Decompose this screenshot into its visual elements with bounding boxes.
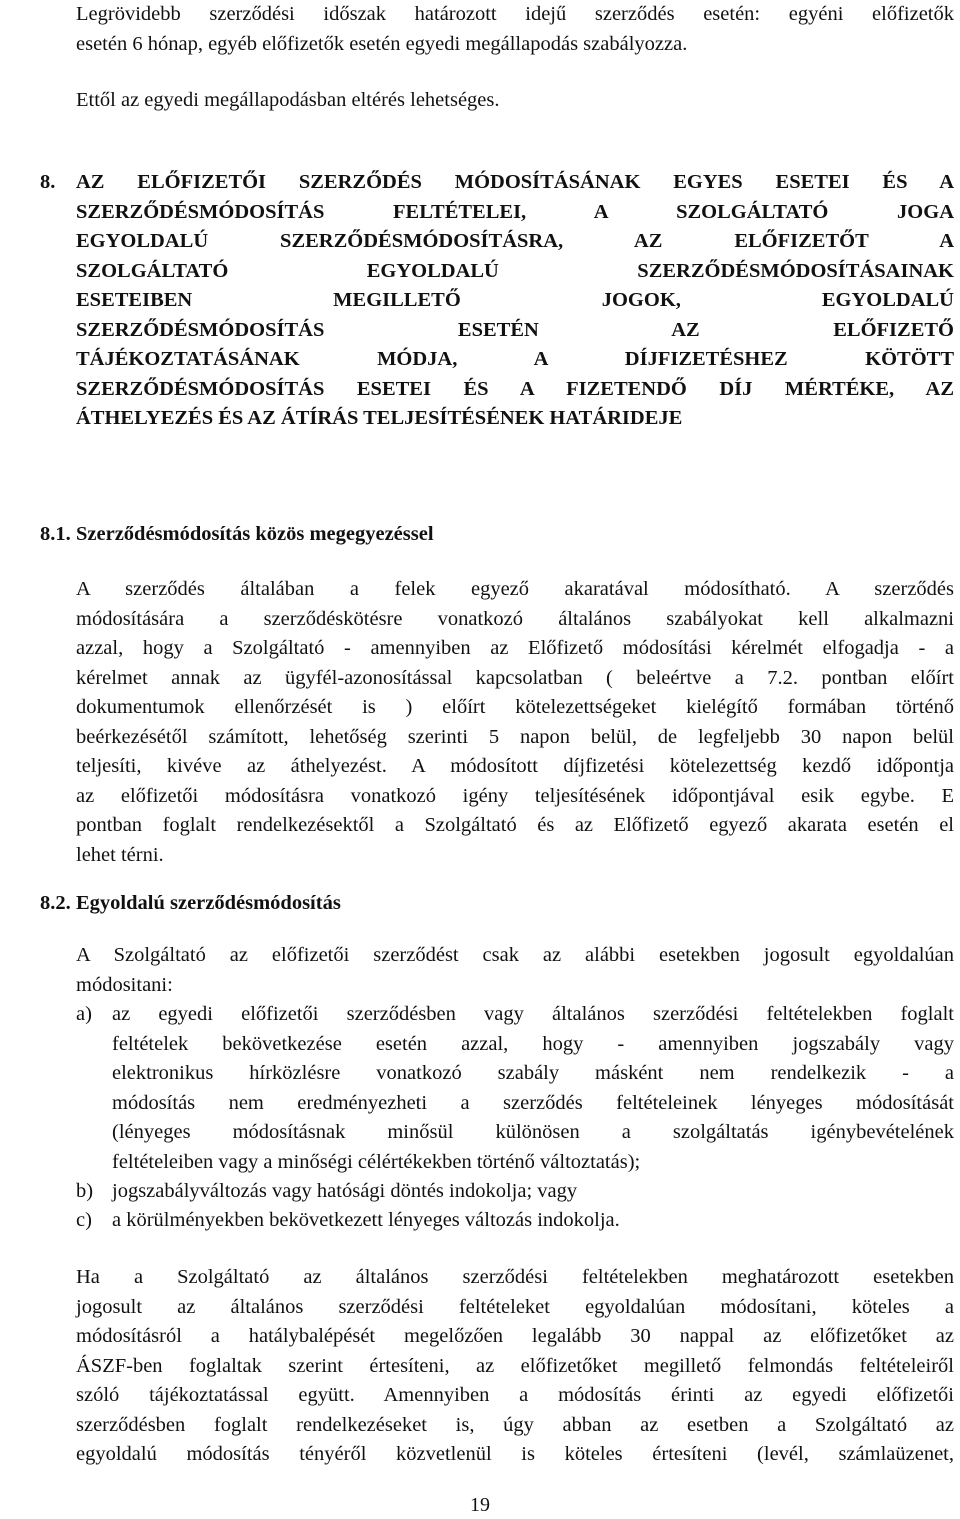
paragraph-line: Ha a Szolgáltató az általános szerződési feltételekben meghatározott esetekben	[76, 1266, 954, 1288]
heading-line: SZERZŐDÉSMÓDOSÍTÁS FELTÉTELEI, A SZOLGÁLTATÓ JOGA	[76, 200, 954, 223]
heading-line: TÁJÉKOZTATÁSÁNAK MÓDJA, A DÍJFIZETÉSHEZ KÖTÖTT	[76, 348, 954, 370]
paragraph-line: pontban foglalt rendelkezésektől a Szolgáltató és az Előfizető egyező akarata esetén el	[76, 814, 954, 836]
paragraph-line: módosításról a hatálybalépését megelőzően legalább 30 nappal az előfizetőket az	[76, 1325, 954, 1347]
closing-paragraph	[76, 1263, 954, 1470]
subsection-number: 8.2.	[40, 892, 71, 914]
heading-line: SZERZŐDÉSMÓDOSÍTÁS ESETÉN AZ ELŐFIZETŐ	[76, 318, 954, 341]
list-marker: c)	[76, 1209, 92, 1231]
paragraph-line: lehet térni.	[76, 843, 164, 866]
list-marker: b)	[76, 1180, 94, 1202]
paragraph-line: dokumentumok ellenőrzését is ) előírt kötelezettségeket kielégítő formában történő	[76, 696, 954, 718]
list-line: a körülményekben bekövetkezett lényeges változás indokolja.	[112, 1209, 620, 1231]
list-line: az egyedi előfizetői szerződésben vagy általános szerződési feltételekben foglalt	[112, 1003, 954, 1025]
subsection-number: 8.1.	[40, 523, 71, 545]
list-item	[112, 1206, 954, 1236]
list-item	[112, 1000, 954, 1177]
intro-paragraph	[76, 0, 954, 59]
intro-line: esetén 6 hónap, egyéb előfizetők esetén egyedi megállapodás szabályozza.	[76, 32, 688, 55]
section-number: 8.	[40, 171, 56, 193]
subsection-paragraph	[76, 575, 954, 870]
deviation-line: Ettől az egyedi megállapodásban eltérés lehetséges.	[76, 89, 500, 111]
paragraph-line: szóló tájékoztatással együtt. Amennyiben a módosítás érinti az egyedi előfizetői	[76, 1384, 954, 1406]
list-line: feltételeiben vagy a minőségi célértékekben történő változtatás);	[112, 1150, 641, 1173]
heading-line: ESETEIBEN MEGILLETŐ JOGOK, EGYOLDALÚ	[76, 289, 954, 311]
paragraph-line: beérkezésétől számított, lehetőség szerinti 5 napon belül, de legfeljebb 30 napon belül	[76, 725, 954, 748]
heading-line: AZ ELŐFIZETŐI SZERZŐDÉS MÓDOSÍTÁSÁNAK EGYES ESETEI ÉS A	[76, 171, 954, 193]
list-line: feltételek bekövetkezése esetén azzal, hogy - amennyiben jogszabály vagy	[112, 1032, 954, 1055]
list-line: jogszabályváltozás vagy hatósági döntés indokolja; vagy	[112, 1180, 578, 1202]
paragraph-line: kérelmet annak az ügyfél-azonosítással kapcsolatban ( beleértve a 7.2. pontban előírt	[76, 666, 954, 689]
deviation-paragraph	[76, 86, 954, 116]
paragraph-line: módosítására a szerződéskötésre vonatkozó általános szabályokat kell alkalmazni	[76, 607, 954, 630]
list-line: (lényeges módosításnak minősül különösen a szolgáltatás igénybevételének	[112, 1121, 954, 1143]
section-heading	[76, 168, 954, 434]
heading-line: SZERZŐDÉSMÓDOSÍTÁS ESETEI ÉS A FIZETENDŐ DÍJ MÉRTÉKE, AZ	[76, 377, 954, 400]
subsection-title: Szerződésmódosítás közös megegyezéssel	[76, 523, 434, 545]
paragraph-line: teljesíti, kivéve az áthelyezést. A módosított díjfizetési kötelezettség kezdő időpontja	[76, 755, 954, 777]
paragraph-line: A szerződés általában a felek egyező akaratával módosítható. A szerződés	[76, 578, 954, 600]
paragraph-line: jogosult az általános szerződési feltételeket egyoldalúan módosítani, köteles a	[76, 1295, 954, 1318]
paragraph-line: módositani:	[76, 973, 173, 996]
paragraph-line: szerződésben foglalt rendelkezéseket is, úgy abban az esetben a Szolgáltató az	[76, 1413, 954, 1436]
heading-line: ÁTHELYEZÉS ÉS AZ ÁTÍRÁS TELJESÍTÉSÉNEK HATÁRIDEJE	[76, 407, 683, 429]
paragraph-line: A Szolgáltató az előfizetői szerződést csak az alábbi esetekben jogosult egyoldalúan	[76, 944, 954, 966]
subsection-intro	[76, 941, 954, 1000]
list-marker: a)	[76, 1003, 92, 1025]
paragraph-line: egyoldalú módosítás tényéről közvetlenül is köteles értesíteni (levél, számlaüzenet,	[76, 1443, 954, 1465]
list-item	[112, 1177, 954, 1207]
subsection-title: Egyoldalú szerződésmódosítás	[76, 892, 341, 914]
list-line: módosítás nem eredményezheti a szerződés feltételeinek lényeges módosítását	[112, 1091, 954, 1114]
heading-line: EGYOLDALÚ SZERZŐDÉSMÓDOSÍTÁSRA, AZ ELŐFIZETŐT A	[76, 230, 954, 252]
paragraph-line: az előfizetői módosításra vonatkozó igény teljesítésének időpontjával esik egybe. E	[76, 784, 954, 807]
intro-line: Legrövidebb szerződési időszak határozott idejű szerződés esetén: egyéni előfizetők	[76, 3, 954, 25]
page-number: 19	[470, 1494, 490, 1516]
list-line: elektronikus hírközlésre vonatkozó szabály másként nem rendelkezik - a	[112, 1062, 954, 1084]
paragraph-line: azzal, hogy a Szolgáltató - amennyiben az Előfizető módosítási kérelmét elfogadja - a	[76, 637, 954, 659]
heading-line: SZOLGÁLTATÓ EGYOLDALÚ SZERZŐDÉSMÓDOSÍTÁSAINAK	[76, 259, 954, 282]
paragraph-line: ÁSZF-ben foglaltak szerint értesíteni, az előfizetőket megillető felmondás feltételeiről	[76, 1354, 954, 1377]
